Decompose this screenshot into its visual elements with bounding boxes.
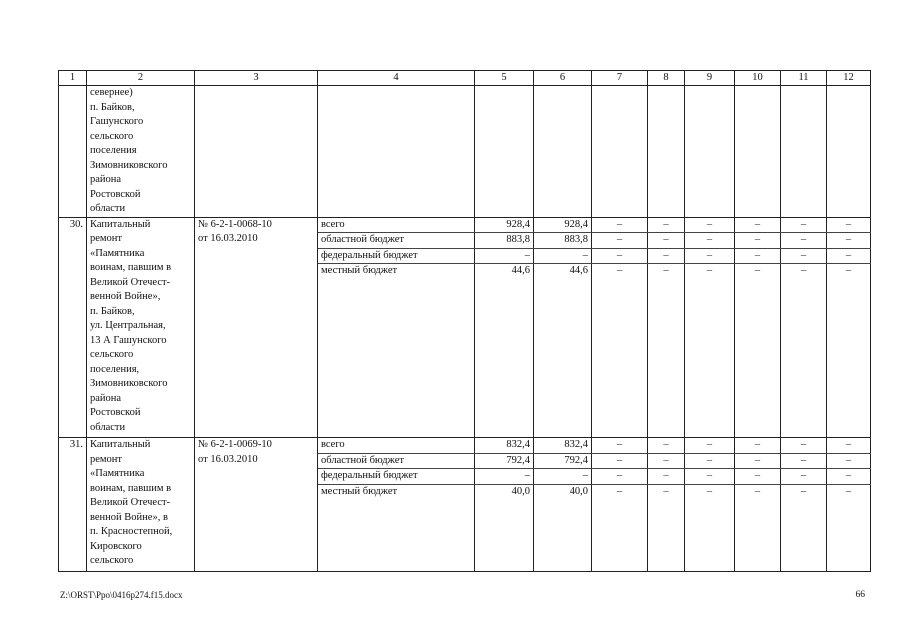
continued-object-name-line: п. Байков,: [90, 101, 135, 113]
document-number-line: от 16.03.2010: [198, 453, 258, 465]
value-col-6: 792,4: [534, 453, 592, 469]
value-col-6: –: [534, 469, 592, 485]
cell-empty-11: [781, 86, 827, 218]
footer-file-path: Z:\ORST\Ppo\0416p274.f15.docx: [60, 590, 183, 600]
value-col-9: –: [685, 264, 735, 438]
value-col-9: –: [685, 438, 735, 454]
column-header-1: 1: [59, 71, 87, 86]
continued-object-name: [87, 86, 195, 218]
value-col-9: –: [685, 469, 735, 485]
object-name-line: Великой Отечест-: [90, 497, 171, 508]
object-name-line: «Памятника: [90, 247, 145, 259]
value-col-5: 44,6: [475, 264, 534, 438]
object-name-line: сельского: [90, 555, 134, 566]
column-header-5: 5: [475, 71, 534, 86]
object-name-line: Капитальный: [90, 439, 151, 450]
value-col-5: 928,4: [475, 217, 534, 233]
footer-page-number: 66: [855, 590, 865, 600]
value-col-11: –: [781, 233, 827, 249]
object-name-line: п. Байков,: [90, 305, 135, 317]
column-header-3: 3: [195, 71, 318, 86]
document-number-line: № 6-2-1-0069-10: [198, 439, 272, 450]
object-name: [87, 438, 195, 572]
object-name-line: 13 А Гашунского: [90, 334, 167, 346]
continued-object-name-line: области: [90, 203, 126, 214]
value-col-10: –: [735, 469, 781, 485]
object-name-line: Ростовской: [90, 407, 141, 418]
column-header-10: 10: [735, 71, 781, 86]
budget-source-label: областной бюджет: [318, 453, 475, 469]
value-col-7: –: [592, 217, 648, 233]
cell-num-empty: [59, 86, 87, 218]
cell-empty-3: [195, 86, 318, 218]
value-col-12: –: [827, 217, 871, 233]
value-col-6: 883,8: [534, 233, 592, 249]
document-number-line: № 6-2-1-0068-10: [198, 218, 272, 230]
value-col-9: –: [685, 217, 735, 233]
cell-empty-12: [827, 86, 871, 218]
column-header-7: 7: [592, 71, 648, 86]
continued-object-name-line: Гашунского: [90, 116, 144, 127]
budget-row: [59, 438, 871, 454]
column-header-11: 11: [781, 71, 827, 86]
value-col-10: –: [735, 233, 781, 249]
budget-source-label: всего: [318, 217, 475, 233]
continued-object-name-line: района: [90, 174, 122, 185]
value-col-5: 832,4: [475, 438, 534, 454]
value-col-7: –: [592, 469, 648, 485]
object-name-line: Великой Отечест-: [90, 276, 171, 288]
value-col-12: –: [827, 264, 871, 438]
value-col-5: 792,4: [475, 453, 534, 469]
budget-source-label: местный бюджет: [318, 484, 475, 571]
budget-row: [59, 217, 871, 233]
value-col-7: –: [592, 248, 648, 264]
object-name-line: воинам, павшим в: [90, 262, 172, 273]
object-name-line: Капитальный: [90, 218, 151, 230]
object-name-line: венной Войне»,: [90, 291, 161, 302]
value-col-12: –: [827, 438, 871, 454]
budget-table: [58, 70, 871, 572]
value-col-5: 40,0: [475, 484, 534, 571]
object-name-line: ремонт: [90, 233, 123, 244]
value-col-9: –: [685, 233, 735, 249]
cell-empty-6: [534, 86, 592, 218]
continued-object-name-line: Ростовской: [90, 188, 141, 200]
document-number: [195, 217, 318, 438]
value-col-12: –: [827, 453, 871, 469]
object-name-line: Кировского: [90, 540, 142, 552]
object-name-line: ул. Центральная,: [90, 320, 166, 331]
value-col-11: –: [781, 484, 827, 571]
object-name-line: поселения,: [90, 363, 140, 375]
value-col-5: –: [475, 469, 534, 485]
budget-source-label: местный бюджет: [318, 264, 475, 438]
value-col-11: –: [781, 248, 827, 264]
value-col-6: 928,4: [534, 217, 592, 233]
value-col-8: –: [648, 248, 685, 264]
value-col-7: –: [592, 484, 648, 571]
value-col-10: –: [735, 484, 781, 571]
value-col-12: –: [827, 469, 871, 485]
value-col-7: –: [592, 438, 648, 454]
cell-empty-4: [318, 86, 475, 218]
object-name-line: сельского: [90, 349, 134, 360]
column-header-2: 2: [87, 71, 195, 86]
value-col-8: –: [648, 233, 685, 249]
value-col-9: –: [685, 453, 735, 469]
object-name: [87, 217, 195, 438]
object-name-line: ремонт: [90, 453, 123, 465]
cell-empty-8: [648, 86, 685, 218]
value-col-12: –: [827, 233, 871, 249]
value-col-8: –: [648, 469, 685, 485]
budget-source-label: областной бюджет: [318, 233, 475, 249]
value-col-10: –: [735, 217, 781, 233]
continued-object-name-line: сельского: [90, 130, 134, 142]
value-col-8: –: [648, 484, 685, 571]
continued-object-name-line: поселения: [90, 145, 137, 156]
row-number: 31.: [59, 438, 87, 572]
value-col-7: –: [592, 453, 648, 469]
value-col-7: –: [592, 233, 648, 249]
value-col-6: 40,0: [534, 484, 592, 571]
value-col-6: 832,4: [534, 438, 592, 454]
value-col-8: –: [648, 217, 685, 233]
cell-empty-7: [592, 86, 648, 218]
column-header-6: 6: [534, 71, 592, 86]
column-header-4: 4: [318, 71, 475, 86]
value-col-11: –: [781, 453, 827, 469]
value-col-12: –: [827, 484, 871, 571]
object-name-line: венной Войне», в: [90, 511, 168, 523]
continued-object-name-line: севернее): [90, 87, 133, 98]
column-header-8: 8: [648, 71, 685, 86]
value-col-6: 44,6: [534, 264, 592, 438]
document-number-line: от 16.03.2010: [198, 233, 258, 244]
value-col-5: 883,8: [475, 233, 534, 249]
cell-empty-5: [475, 86, 534, 218]
value-col-6: –: [534, 248, 592, 264]
value-col-8: –: [648, 438, 685, 454]
cell-empty-9: [685, 86, 735, 218]
value-col-11: –: [781, 264, 827, 438]
value-col-9: –: [685, 484, 735, 571]
header-row: [59, 71, 871, 86]
row-number: 30.: [59, 217, 87, 438]
column-header-12: 12: [827, 71, 871, 86]
object-name-line: «Памятника: [90, 468, 145, 479]
value-col-10: –: [735, 438, 781, 454]
budget-source-label: федеральный бюджет: [318, 248, 475, 264]
value-col-11: –: [781, 469, 827, 485]
continuation-row: [59, 86, 871, 218]
value-col-8: –: [648, 264, 685, 438]
value-col-11: –: [781, 217, 827, 233]
value-col-5: –: [475, 248, 534, 264]
object-name-line: воинам, павшим в: [90, 482, 172, 494]
value-col-10: –: [735, 248, 781, 264]
object-name-line: района: [90, 392, 122, 404]
value-col-9: –: [685, 248, 735, 264]
budget-source-label: всего: [318, 438, 475, 454]
object-name-line: Зимовниковского: [90, 378, 168, 389]
value-col-7: –: [592, 264, 648, 438]
continued-object-name-line: Зимовниковского: [90, 159, 168, 171]
value-col-10: –: [735, 453, 781, 469]
document-number: [195, 438, 318, 572]
value-col-10: –: [735, 264, 781, 438]
budget-source-label: федеральный бюджет: [318, 469, 475, 485]
value-col-12: –: [827, 248, 871, 264]
object-name-line: области: [90, 421, 126, 433]
value-col-8: –: [648, 453, 685, 469]
column-header-9: 9: [685, 71, 735, 86]
value-col-11: –: [781, 438, 827, 454]
cell-empty-10: [735, 86, 781, 218]
object-name-line: п. Красностепной,: [90, 526, 173, 537]
